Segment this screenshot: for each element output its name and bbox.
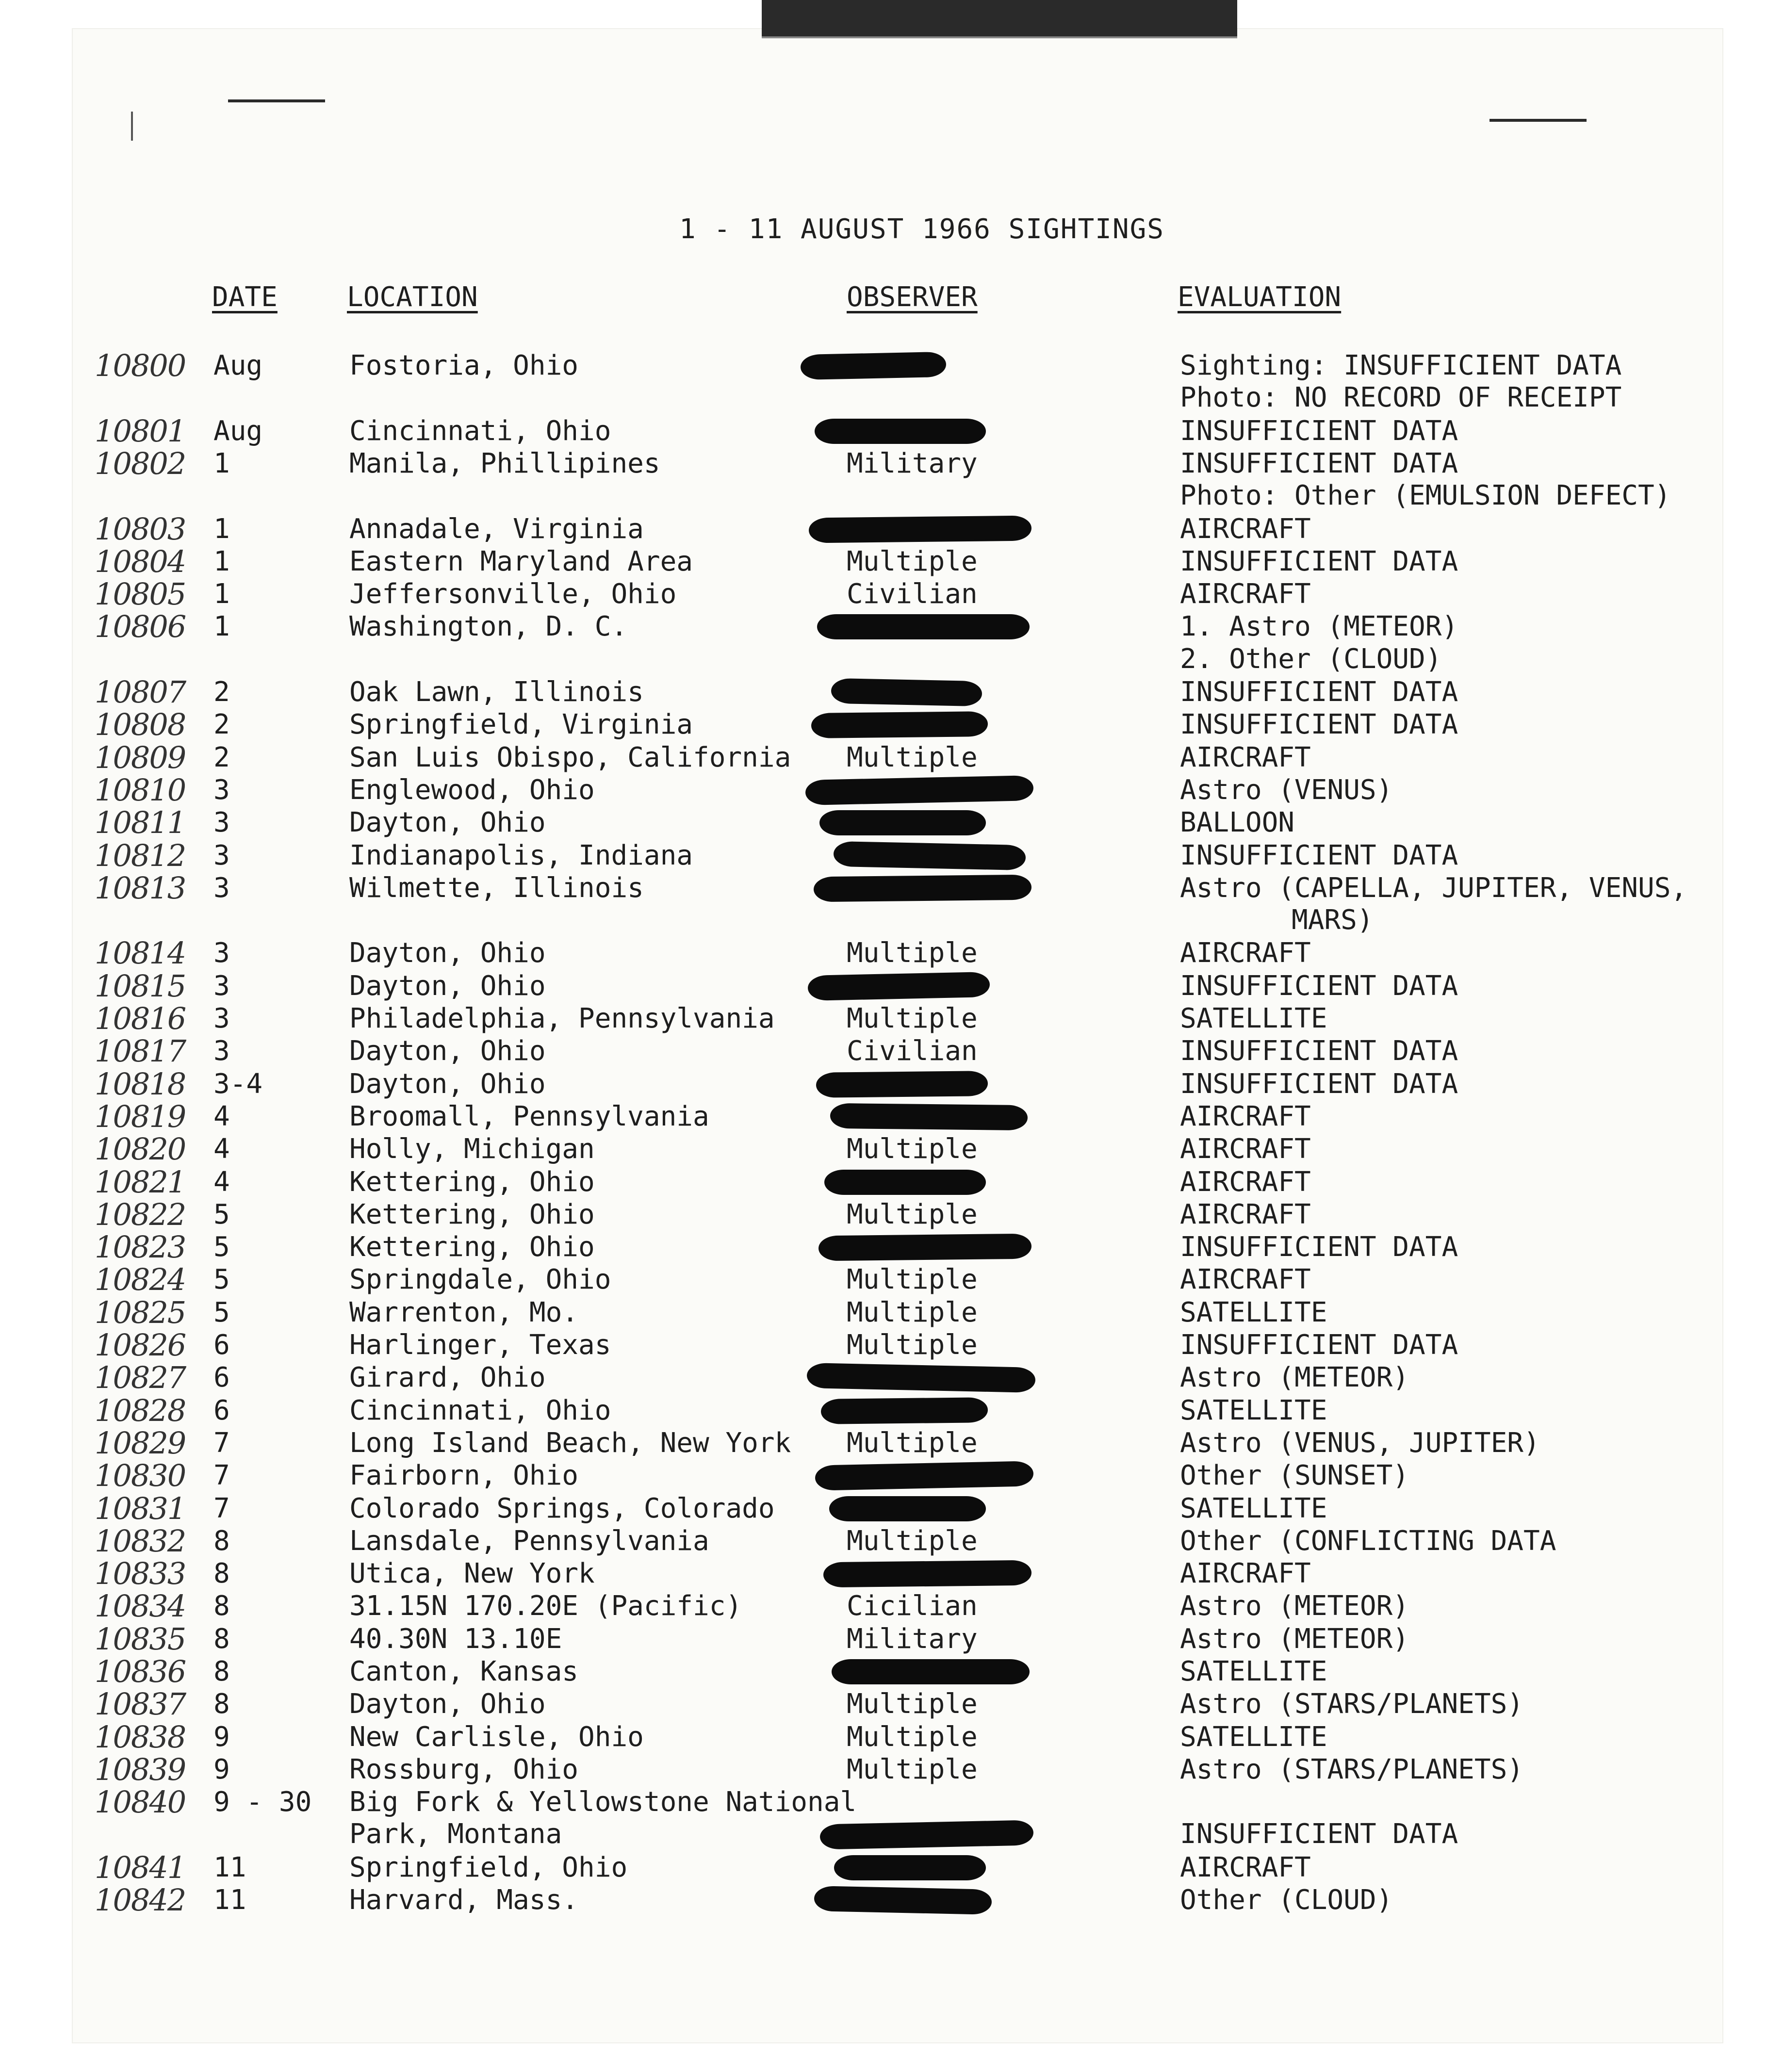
row-location: Eastern Maryland Area	[349, 545, 693, 577]
case-number: 10840	[95, 1784, 186, 1820]
row-evaluation: SATELLITE	[1180, 1003, 1327, 1034]
row-evaluation: Astro (METEOR)	[1180, 1623, 1409, 1655]
redaction-mark	[819, 810, 986, 835]
row-observer: Multiple	[847, 741, 978, 773]
case-number: 10810	[95, 772, 186, 808]
row-observer: Multiple	[847, 1427, 978, 1459]
page-title: 1 - 11 AUGUST 1966 SIGHTINGS	[679, 213, 1165, 245]
row-date: 3	[213, 1035, 230, 1067]
row-location: Canton, Kansas	[349, 1656, 579, 1687]
row-date: 11	[213, 1851, 246, 1883]
header-observer: OBSERVER	[847, 281, 978, 313]
row-location: Springdale, Ohio	[349, 1264, 611, 1296]
row-evaluation-continued: INSUFFICIENT DATA	[1180, 1818, 1458, 1850]
table-row	[0, 741, 1768, 774]
mark-dash	[1490, 119, 1587, 122]
row-observer: Multiple	[847, 1721, 978, 1753]
row-evaluation-continued: 2. Other (CLOUD)	[1180, 643, 1442, 675]
table-row	[0, 1329, 1768, 1361]
row-observer: Multiple	[847, 1688, 978, 1720]
row-evaluation: Astro (VENUS)	[1180, 774, 1393, 806]
case-number: 10821	[95, 1164, 186, 1200]
table-row	[0, 1753, 1768, 1786]
row-evaluation: AIRCRAFT	[1180, 1100, 1311, 1132]
row-date: 1	[213, 513, 230, 545]
header-evaluation: EVALUATION	[1178, 281, 1342, 313]
redaction-mark	[823, 1560, 1032, 1587]
row-evaluation: INSUFFICIENT DATA	[1180, 1231, 1458, 1263]
row-date: Aug	[213, 415, 263, 447]
row-observer: Multiple	[847, 1133, 978, 1165]
redaction-mark	[816, 1071, 988, 1098]
table-row	[0, 1623, 1768, 1655]
row-location: Dayton, Ohio	[349, 937, 546, 969]
row-location-continued: Park, Montana	[349, 1818, 562, 1850]
table-row	[0, 415, 1768, 447]
redaction-mark	[833, 841, 1026, 870]
case-number: 10841	[95, 1849, 186, 1885]
row-location: Colorado Springs, Colorado	[349, 1492, 775, 1524]
redaction-mark	[814, 1886, 992, 1915]
table-row	[0, 676, 1768, 708]
row-observer: Multiple	[847, 1003, 978, 1034]
table-row	[0, 1427, 1768, 1459]
row-evaluation: INSUFFICIENT DATA	[1180, 545, 1458, 577]
row-evaluation: Sighting: INSUFFICIENT DATA	[1180, 350, 1622, 381]
row-date: 3	[213, 1003, 230, 1034]
row-location: Dayton, Ohio	[349, 970, 546, 1002]
case-number: 10819	[95, 1098, 186, 1134]
case-number: 10839	[95, 1751, 186, 1787]
row-location: Girard, Ohio	[349, 1362, 546, 1394]
row-location: Cincinnati, Ohio	[349, 1394, 611, 1426]
row-evaluation-continued: Photo: Other (EMULSION DEFECT)	[1180, 480, 1671, 512]
redaction-mark	[832, 1659, 1030, 1684]
row-evaluation: INSUFFICIENT DATA	[1180, 676, 1458, 708]
row-evaluation: Astro (METEOR)	[1180, 1362, 1409, 1394]
redaction-mark	[815, 1461, 1034, 1490]
row-date: 3	[213, 839, 230, 871]
case-number: 10827	[95, 1360, 186, 1396]
case-number: 10837	[95, 1686, 186, 1722]
case-number: 10814	[95, 935, 186, 971]
row-location: Dayton, Ohio	[349, 1688, 546, 1720]
table-row	[0, 1721, 1768, 1753]
redaction-mark	[834, 1855, 986, 1880]
case-number: 10828	[95, 1392, 186, 1428]
row-evaluation: INSUFFICIENT DATA	[1180, 447, 1458, 479]
table-row	[0, 1557, 1768, 1590]
row-location: Fairborn, Ohio	[349, 1460, 579, 1492]
row-location: Dayton, Ohio	[349, 1035, 546, 1067]
row-evaluation: AIRCRAFT	[1180, 578, 1311, 610]
row-location: Englewood, Ohio	[349, 774, 595, 806]
row-location: Cincinnati, Ohio	[349, 415, 611, 447]
row-observer: Multiple	[847, 1264, 978, 1296]
row-location: Washington, D. C.	[349, 611, 628, 643]
row-location: Indianapolis, Indiana	[349, 839, 693, 871]
table-row	[0, 1198, 1768, 1231]
row-date: 1	[213, 447, 230, 479]
row-evaluation: AIRCRAFT	[1180, 937, 1311, 969]
row-observer: Civilian	[847, 578, 978, 610]
row-observer: Multiple	[847, 1198, 978, 1230]
row-date: 1	[213, 611, 230, 643]
row-evaluation: SATELLITE	[1180, 1656, 1327, 1687]
table-row	[0, 970, 1768, 1002]
table-row	[0, 1655, 1768, 1688]
table-row	[0, 1100, 1768, 1133]
table-row	[0, 1002, 1768, 1035]
redaction-mark	[831, 678, 982, 707]
case-number: 10833	[95, 1556, 186, 1592]
redaction-mark	[829, 1496, 986, 1521]
case-number: 10824	[95, 1262, 186, 1298]
row-date: 7	[213, 1427, 230, 1459]
table-row	[0, 1884, 1768, 1916]
case-number: 10809	[95, 739, 186, 775]
row-date: Aug	[213, 350, 263, 381]
header-location: LOCATION	[347, 281, 478, 313]
case-number: 10831	[95, 1490, 186, 1526]
case-number: 10813	[95, 870, 186, 906]
row-evaluation: AIRCRAFT	[1180, 1133, 1311, 1165]
table-row	[0, 839, 1768, 872]
case-number: 10823	[95, 1229, 186, 1265]
row-evaluation: INSUFFICIENT DATA	[1180, 415, 1458, 447]
row-location: Big Fork & Yellowstone National	[349, 1786, 857, 1818]
row-location: Springfield, Ohio	[349, 1851, 628, 1883]
row-evaluation: Astro (CAPELLA, JUPITER, VENUS,	[1180, 872, 1687, 904]
case-number: 10802	[95, 445, 186, 481]
row-location: Long Island Beach, New York	[349, 1427, 791, 1459]
table-row	[0, 445, 1768, 512]
row-location: Dayton, Ohio	[349, 807, 546, 839]
row-date: 2	[213, 676, 230, 708]
row-evaluation: AIRCRAFT	[1180, 741, 1311, 773]
redaction-mark	[815, 419, 986, 444]
table-row	[0, 1068, 1768, 1100]
redaction-mark	[800, 352, 946, 380]
case-number: 10825	[95, 1294, 186, 1330]
row-date: 9	[213, 1721, 230, 1753]
row-observer: Civilian	[847, 1035, 978, 1067]
row-evaluation: BALLOON	[1180, 807, 1295, 839]
row-evaluation: SATELLITE	[1180, 1394, 1327, 1426]
row-date: 8	[213, 1525, 230, 1557]
row-date: 5	[213, 1198, 230, 1230]
redaction-mark	[819, 1234, 1032, 1261]
case-number: 10816	[95, 1001, 186, 1036]
row-location: Holly, Michigan	[349, 1133, 595, 1165]
case-number: 10811	[95, 805, 186, 841]
row-observer: Multiple	[847, 1525, 978, 1557]
redaction-mark	[824, 1170, 986, 1195]
case-number: 10835	[95, 1621, 186, 1657]
redaction-mark	[830, 1103, 1028, 1130]
table-row	[0, 1492, 1768, 1525]
case-number: 10820	[95, 1131, 186, 1167]
row-evaluation: Astro (METEOR)	[1180, 1590, 1409, 1622]
redaction-mark	[807, 1363, 1036, 1393]
row-location: Wilmette, Illinois	[349, 872, 644, 904]
row-evaluation-continued: MARS)	[1292, 904, 1374, 936]
row-date: 3	[213, 970, 230, 1002]
row-location: Harlinger, Texas	[349, 1329, 611, 1361]
row-evaluation: SATELLITE	[1180, 1721, 1327, 1753]
case-number: 10826	[95, 1327, 186, 1363]
row-date: 2	[213, 709, 230, 741]
row-date: 5	[213, 1296, 230, 1328]
row-observer: Multiple	[847, 545, 978, 577]
row-date: 8	[213, 1656, 230, 1687]
case-number: 10830	[95, 1458, 186, 1494]
case-number: 10812	[95, 837, 186, 873]
row-location: Dayton, Ohio	[349, 1068, 546, 1100]
row-evaluation: INSUFFICIENT DATA	[1180, 1068, 1458, 1100]
row-evaluation: Other (CONFLICTING DATA	[1180, 1525, 1556, 1557]
table-row	[0, 348, 1768, 414]
row-evaluation: INSUFFICIENT DATA	[1180, 709, 1458, 741]
row-location: Lansdale, Pennsylvania	[349, 1525, 709, 1557]
case-number: 10836	[95, 1654, 186, 1689]
table-row	[0, 1851, 1768, 1884]
table-row	[0, 1263, 1768, 1296]
row-date: 1	[213, 545, 230, 577]
table-row	[0, 708, 1768, 741]
row-date: 5	[213, 1231, 230, 1263]
row-location: Springfield, Virginia	[349, 709, 693, 741]
row-location: 40.30N 13.10E	[349, 1623, 562, 1655]
case-number: 10832	[95, 1523, 186, 1559]
row-date: 8	[213, 1590, 230, 1622]
case-number: 10801	[95, 413, 186, 449]
row-evaluation: AIRCRAFT	[1180, 1558, 1311, 1590]
row-date: 6	[213, 1394, 230, 1426]
case-number: 10822	[95, 1196, 186, 1232]
row-location: Warrenton, Mo.	[349, 1296, 579, 1328]
table-row	[0, 937, 1768, 969]
table-row	[0, 1231, 1768, 1263]
case-number: 10842	[95, 1882, 186, 1918]
table-row	[0, 545, 1768, 578]
case-number: 10805	[95, 576, 186, 612]
header-date: DATE	[212, 281, 278, 313]
table-row	[0, 1459, 1768, 1492]
table-row	[0, 1296, 1768, 1329]
row-evaluation: SATELLITE	[1180, 1492, 1327, 1524]
row-observer: Multiple	[847, 1753, 978, 1785]
row-location: Jeffersonville, Ohio	[349, 578, 677, 610]
row-evaluation: AIRCRAFT	[1180, 1851, 1311, 1883]
row-observer: Multiple	[847, 1329, 978, 1361]
row-evaluation: AIRCRAFT	[1180, 1264, 1311, 1296]
row-evaluation: Astro (VENUS, JUPITER)	[1180, 1427, 1540, 1459]
row-location: Oak Lawn, Illinois	[349, 676, 644, 708]
table-row	[0, 1784, 1768, 1850]
row-location: Philadelphia, Pennsylvania	[349, 1003, 775, 1034]
table-row	[0, 1590, 1768, 1622]
row-evaluation: INSUFFICIENT DATA	[1180, 970, 1458, 1002]
row-observer: Cicilian	[847, 1590, 978, 1622]
row-location: San Luis Obispo, California	[349, 741, 791, 773]
row-location: Fostoria, Ohio	[349, 350, 579, 381]
row-date: 7	[213, 1492, 230, 1524]
row-date: 9	[213, 1753, 230, 1785]
table-row	[0, 806, 1768, 839]
row-date: 6	[213, 1362, 230, 1394]
row-date: 11	[213, 1884, 246, 1916]
case-number: 10807	[95, 674, 186, 710]
case-number: 10800	[95, 348, 186, 383]
table-row	[0, 578, 1768, 610]
table-row	[0, 513, 1768, 545]
redaction-mark	[821, 1397, 988, 1424]
redaction-mark	[809, 515, 1032, 543]
table-row	[0, 1394, 1768, 1427]
row-evaluation-continued: Photo: NO RECORD OF RECEIPT	[1180, 382, 1622, 414]
row-date: 9 - 30	[213, 1786, 312, 1818]
row-location: Kettering, Ohio	[349, 1198, 595, 1230]
row-date: 2	[213, 741, 230, 773]
row-evaluation: Astro (STARS/PLANETS)	[1180, 1688, 1524, 1720]
row-location: Utica, New York	[349, 1558, 595, 1590]
row-evaluation: Other (CLOUD)	[1180, 1884, 1393, 1916]
case-number: 10838	[95, 1719, 186, 1755]
row-location: 31.15N 170.20E (Pacific)	[349, 1590, 742, 1622]
row-location: Kettering, Ohio	[349, 1231, 595, 1263]
row-evaluation: AIRCRAFT	[1180, 1166, 1311, 1198]
row-evaluation: AIRCRAFT	[1180, 513, 1311, 545]
row-evaluation: Astro (STARS/PLANETS)	[1180, 1753, 1524, 1785]
case-number: 10803	[95, 511, 186, 547]
row-location: Broomall, Pennsylvania	[349, 1100, 709, 1132]
row-date: 8	[213, 1688, 230, 1720]
redaction-mark	[807, 972, 990, 1001]
row-evaluation: INSUFFICIENT DATA	[1180, 1035, 1458, 1067]
case-number: 10806	[95, 609, 186, 645]
row-evaluation: SATELLITE	[1180, 1296, 1327, 1328]
row-date: 3	[213, 774, 230, 806]
table-row	[0, 774, 1768, 806]
case-number: 10815	[95, 968, 186, 1004]
row-date: 3	[213, 937, 230, 969]
case-number: 10808	[95, 707, 186, 743]
row-date: 4	[213, 1133, 230, 1165]
table-row	[0, 609, 1768, 675]
row-location: Kettering, Ohio	[349, 1166, 595, 1198]
row-date: 8	[213, 1558, 230, 1590]
table-row	[0, 1035, 1768, 1067]
case-number: 10829	[95, 1425, 186, 1461]
row-date: 4	[213, 1100, 230, 1132]
photo-strip	[762, 0, 1237, 38]
row-date: 3	[213, 872, 230, 904]
row-location: Rossburg, Ohio	[349, 1753, 579, 1785]
table-row	[0, 1525, 1768, 1557]
row-date: 1	[213, 578, 230, 610]
row-date: 4	[213, 1166, 230, 1198]
mark-dash	[228, 99, 325, 102]
redaction-mark	[811, 711, 988, 738]
row-evaluation: AIRCRAFT	[1180, 1198, 1311, 1230]
table-row	[0, 1688, 1768, 1720]
row-observer: Multiple	[847, 1296, 978, 1328]
row-location: New Carlisle, Ohio	[349, 1721, 644, 1753]
row-date: 6	[213, 1329, 230, 1361]
case-number: 10834	[95, 1588, 186, 1624]
row-evaluation: Other (SUNSET)	[1180, 1460, 1409, 1492]
mark-tick	[131, 112, 133, 141]
row-observer: Military	[847, 447, 978, 479]
table-row	[0, 1133, 1768, 1165]
row-evaluation: INSUFFICIENT DATA	[1180, 1329, 1458, 1361]
row-location: Annadale, Virginia	[349, 513, 644, 545]
redaction-mark	[805, 775, 1034, 805]
row-date: 7	[213, 1460, 230, 1492]
row-observer: Military	[847, 1623, 978, 1655]
row-location: Harvard, Mass.	[349, 1884, 579, 1916]
case-number: 10817	[95, 1033, 186, 1069]
table-row	[0, 870, 1768, 936]
row-observer: Multiple	[847, 937, 978, 969]
redaction-mark	[817, 614, 1030, 639]
row-date: 3	[213, 807, 230, 839]
case-number: 10818	[95, 1066, 186, 1102]
row-date: 8	[213, 1623, 230, 1655]
table-row	[0, 1361, 1768, 1394]
row-evaluation: 1. Astro (METEOR)	[1180, 611, 1458, 643]
redaction-mark	[820, 1820, 1034, 1850]
row-date: 3-4	[213, 1068, 263, 1100]
case-number: 10804	[95, 543, 186, 579]
redaction-mark	[814, 874, 1032, 902]
row-date: 5	[213, 1264, 230, 1296]
table-row	[0, 1166, 1768, 1198]
row-location: Manila, Phillipines	[349, 447, 660, 479]
row-evaluation: INSUFFICIENT DATA	[1180, 839, 1458, 871]
